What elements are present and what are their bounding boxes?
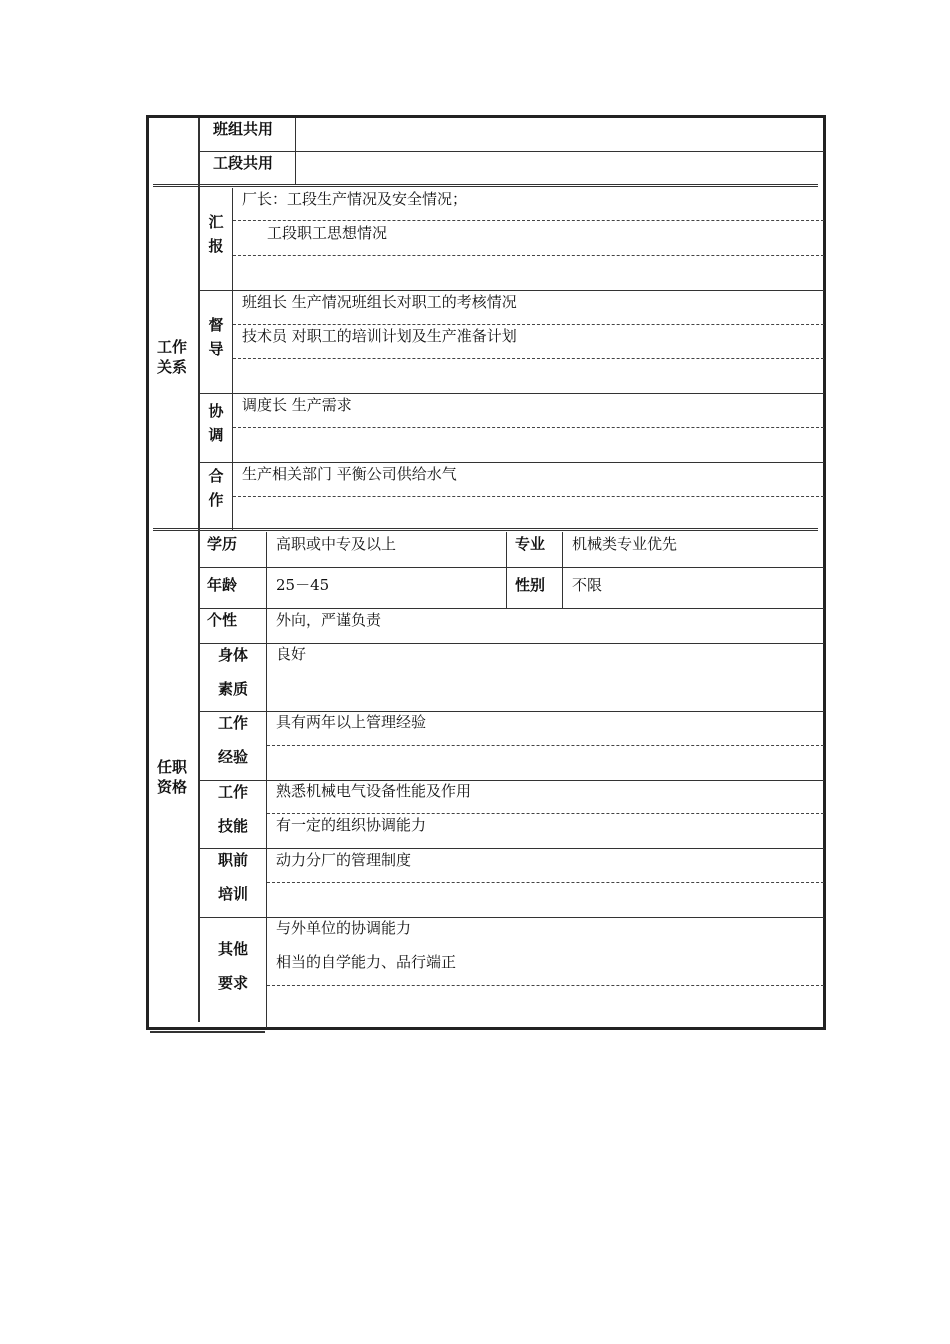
health-label — [203, 638, 263, 706]
health-label-2: 素质 — [217, 680, 248, 698]
qualifications-title — [152, 757, 192, 797]
cooperate-label-1: 合 — [208, 467, 224, 485]
row-divider — [199, 151, 824, 152]
cooperate-line-1: 生产相关部门 平衡公司供给水气 — [242, 465, 457, 483]
cooperate-label-2: 作 — [208, 491, 224, 509]
report-line-1: 厂长：工段生产情况及安全情况； — [242, 190, 468, 208]
col-divider-left — [198, 118, 200, 1022]
health-value: 良好 — [276, 645, 307, 663]
dashed-line — [233, 496, 824, 497]
col-divider-relations — [232, 188, 233, 530]
gongduan-shared-label: 工段共用 — [213, 154, 274, 172]
row-divider — [199, 290, 824, 291]
training-value: 动力分厂的管理制度 — [276, 851, 412, 869]
major-value: 机械类专业优先 — [572, 535, 678, 553]
bottom-accent — [150, 1031, 265, 1033]
personality-value: 外向，严谨负责 — [276, 611, 382, 629]
gender-label: 性别 — [515, 576, 546, 594]
dashed-line — [267, 813, 824, 814]
health-label-1: 身体 — [217, 646, 248, 664]
personality-label: 个性 — [207, 611, 238, 629]
row-divider — [199, 711, 824, 712]
row-divider — [199, 848, 824, 849]
dashed-line — [233, 324, 824, 325]
other-label-1: 其他 — [217, 940, 248, 958]
dashed-line — [233, 255, 824, 256]
experience-value: 具有两年以上管理经验 — [276, 713, 427, 731]
dashed-line — [267, 745, 824, 746]
row-divider — [199, 462, 824, 463]
work-relations-title — [152, 337, 192, 377]
supervise-line-1: 班组长 生产情况班组长对职工的考核情况 — [242, 293, 517, 311]
training-label-1: 职前 — [217, 851, 248, 869]
training-label-2: 培训 — [217, 885, 248, 903]
other-value-1: 与外单位的协调能力 — [276, 919, 412, 937]
other-label — [203, 932, 263, 1000]
report-label-2: 报 — [208, 237, 224, 255]
row-divider — [199, 567, 824, 568]
experience-label-1: 工作 — [217, 714, 248, 732]
coordinate-line-1: 调度长 生产需求 — [242, 396, 352, 414]
row-divider — [199, 643, 824, 644]
supervise-label-2: 导 — [208, 340, 224, 358]
gender-value: 不限 — [572, 576, 603, 594]
other-label-2: 要求 — [217, 974, 248, 992]
supervise-label-1: 督 — [208, 316, 224, 334]
dashed-line — [233, 220, 824, 221]
work-relations-title-text: 工作 关系 — [156, 338, 187, 376]
dashed-line — [233, 358, 824, 359]
dashed-line — [267, 882, 824, 883]
row-divider — [199, 917, 824, 918]
age-label: 年龄 — [207, 576, 238, 594]
dashed-line — [267, 985, 824, 986]
row-divider — [199, 393, 824, 394]
coordinate-label-1: 协 — [208, 402, 224, 420]
row-divider — [199, 780, 824, 781]
skills-label-2: 技能 — [217, 817, 248, 835]
skills-value-1: 熟悉机械电气设备性能及作用 — [276, 782, 472, 800]
training-label — [203, 843, 263, 911]
other-value-2: 相当的自学能力、品行端正 — [276, 953, 457, 971]
banzu-shared-label: 班组共用 — [213, 120, 274, 138]
report-line-2: 工段职工思想情况 — [267, 224, 388, 242]
dashed-line — [233, 427, 824, 428]
skills-value-2: 有一定的组织协调能力 — [276, 816, 427, 834]
major-label: 专业 — [515, 535, 546, 553]
skills-label — [203, 775, 263, 843]
age-value: 25－45 — [276, 576, 330, 594]
report-label-1: 汇 — [208, 213, 224, 231]
col-divider-major — [506, 532, 507, 608]
qualifications-title-text: 任职 资格 — [156, 758, 187, 796]
section-divider — [153, 184, 818, 187]
education-value: 高职或中专及以上 — [276, 535, 397, 553]
skills-label-1: 工作 — [217, 783, 248, 801]
education-label: 学历 — [207, 535, 238, 553]
experience-label — [203, 706, 263, 774]
row-divider — [199, 608, 824, 609]
experience-label-2: 经验 — [217, 748, 248, 766]
section-divider — [153, 528, 818, 531]
coordinate-label-2: 调 — [208, 426, 224, 444]
supervise-line-2: 技术员 对职工的培训计划及生产准备计划 — [242, 327, 517, 345]
col-divider-major-value — [562, 532, 563, 608]
